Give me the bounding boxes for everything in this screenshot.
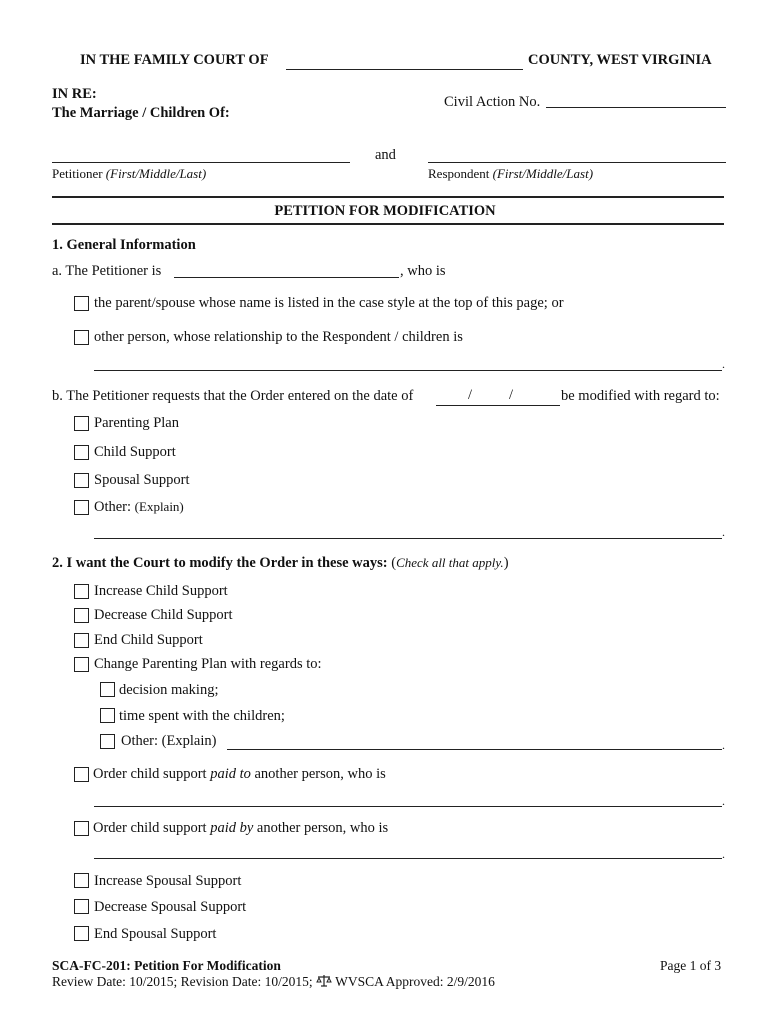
checkbox-increase-child-support[interactable] xyxy=(74,584,89,599)
court-prefix: IN THE FAMILY COURT OF xyxy=(80,52,269,68)
order-date-field[interactable] xyxy=(436,388,560,406)
title-rule-top xyxy=(52,196,724,198)
checkbox-end-child-support[interactable] xyxy=(74,633,89,648)
petitioner-caption xyxy=(52,166,206,182)
scales-of-justice-icon xyxy=(316,974,332,987)
option-decrease-child-support: Decrease Child Support xyxy=(94,607,233,623)
section2-heading: 2. I want the Court to modify the Order in these ways: xyxy=(52,555,388,571)
modified-regard-label: be modified with regard to: xyxy=(561,388,720,404)
option-parenting-plan: Parenting Plan xyxy=(94,415,179,431)
other-label: Other: xyxy=(94,499,132,515)
option-change-parenting-plan: Change Parenting Plan with regards to: xyxy=(94,656,322,672)
option-decision-making: decision making; xyxy=(119,682,219,698)
period: . xyxy=(722,357,725,371)
period: . xyxy=(722,525,725,539)
paid-to-text-c: another person, who is xyxy=(254,766,386,782)
paid-by-text-c: another person, who is xyxy=(256,820,389,836)
option-paid-by xyxy=(93,820,388,837)
option-pp-other: Other: (Explain) xyxy=(121,733,217,749)
checkbox-other-person[interactable] xyxy=(74,330,89,345)
checkbox-time-spent[interactable] xyxy=(100,708,115,723)
checkbox-parent-spouse[interactable] xyxy=(74,296,89,311)
relationship-field[interactable] xyxy=(94,355,722,371)
paid-by-emphasis: paid by xyxy=(210,820,254,836)
option-time-spent: time spent with the children; xyxy=(119,708,285,724)
option-end-spousal-support: End Spousal Support xyxy=(94,926,217,942)
county-field[interactable] xyxy=(286,52,523,70)
paid-to-text-a: Order child support xyxy=(93,766,207,782)
order-date-label: b. The Petitioner requests that the Order entered on the date of xyxy=(52,388,414,404)
footer-approved: WVSCA Approved: 2/9/2016 xyxy=(335,974,495,989)
petitioner-hint: (First/Middle/Last) xyxy=(105,166,207,181)
option-spousal-support: Spousal Support xyxy=(94,472,190,488)
check-all-hint: Check all that apply. xyxy=(396,555,504,570)
checkbox-decision-making[interactable] xyxy=(100,682,115,697)
civil-action-label: Civil Action No. xyxy=(444,94,541,110)
checkbox-decrease-child-support[interactable] xyxy=(74,608,89,623)
petitioner-label: Petitioner xyxy=(52,166,103,181)
footer-dates xyxy=(52,974,495,990)
paid-to-emphasis: paid to xyxy=(210,766,251,782)
option-paid-to xyxy=(93,766,386,783)
title-rule-bottom xyxy=(52,223,724,225)
footer-review-dates: Review Date: 10/2015; Revision Date: 10/2015; xyxy=(52,974,313,989)
page-number: Page 1 of 3 xyxy=(660,958,722,973)
petitioner-is-label: a. The Petitioner is xyxy=(52,263,162,279)
date-slash-1: / xyxy=(468,387,473,403)
hint-close-paren: ) xyxy=(503,555,509,571)
option-increase-spousal-support: Increase Spousal Support xyxy=(94,873,242,889)
option-child-support: Child Support xyxy=(94,444,176,460)
section1-heading: 1. General Information xyxy=(52,237,196,253)
checkbox-pp-other[interactable] xyxy=(100,734,115,749)
period: . xyxy=(722,847,725,861)
paid-to-field[interactable] xyxy=(94,791,722,807)
checkbox-child-support[interactable] xyxy=(74,445,89,460)
in-re-label: IN RE: xyxy=(52,86,97,102)
option-decrease-spousal-support: Decrease Spousal Support xyxy=(94,899,247,915)
civil-action-field[interactable] xyxy=(546,93,726,108)
court-suffix: COUNTY, WEST VIRGINIA xyxy=(528,52,712,68)
and-label: and xyxy=(375,147,396,163)
checkbox-parenting-plan[interactable] xyxy=(74,416,89,431)
petitioner-is-field[interactable] xyxy=(174,262,399,278)
checkbox-spousal-support[interactable] xyxy=(74,473,89,488)
checkbox-end-spousal-support[interactable] xyxy=(74,926,89,941)
other-explain-field[interactable] xyxy=(94,523,722,539)
checkbox-decrease-spousal-support[interactable] xyxy=(74,899,89,914)
checkbox-paid-by[interactable] xyxy=(74,821,89,836)
checkbox-other[interactable] xyxy=(74,500,89,515)
explain-hint: (Explain) xyxy=(134,499,184,514)
hint-open-paren: ( xyxy=(391,555,397,571)
option-end-child-support: End Child Support xyxy=(94,632,203,648)
period: . xyxy=(722,794,725,808)
respondent-caption xyxy=(428,166,593,182)
paid-by-text-a: Order child support xyxy=(93,820,207,836)
marriage-label: The Marriage / Children Of: xyxy=(52,105,230,121)
pp-other-explain-field[interactable] xyxy=(227,734,722,750)
option-increase-child-support: Increase Child Support xyxy=(94,583,228,599)
section2-heading-row xyxy=(52,555,509,572)
respondent-hint: (First/Middle/Last) xyxy=(492,166,594,181)
option-other xyxy=(94,499,184,516)
footer-form-id: SCA-FC-201: Petition For Modification xyxy=(52,958,281,973)
checkbox-change-parenting-plan[interactable] xyxy=(74,657,89,672)
checkbox-paid-to[interactable] xyxy=(74,767,89,782)
paid-by-field[interactable] xyxy=(94,843,722,859)
respondent-label: Respondent xyxy=(428,166,490,181)
petitioner-name-field[interactable] xyxy=(52,146,350,163)
respondent-name-field[interactable] xyxy=(428,146,726,163)
option-parent-spouse: the parent/spouse whose name is listed in the case style at the top of this page; or xyxy=(94,295,564,311)
checkbox-increase-spousal-support[interactable] xyxy=(74,873,89,888)
page-title: PETITION FOR MODIFICATION xyxy=(274,203,496,219)
option-other-person: other person, whose relationship to the Respondent / children is xyxy=(94,329,463,345)
who-is-label: , who is xyxy=(400,263,446,279)
period: . xyxy=(722,738,725,752)
date-slash-2: / xyxy=(509,387,514,403)
